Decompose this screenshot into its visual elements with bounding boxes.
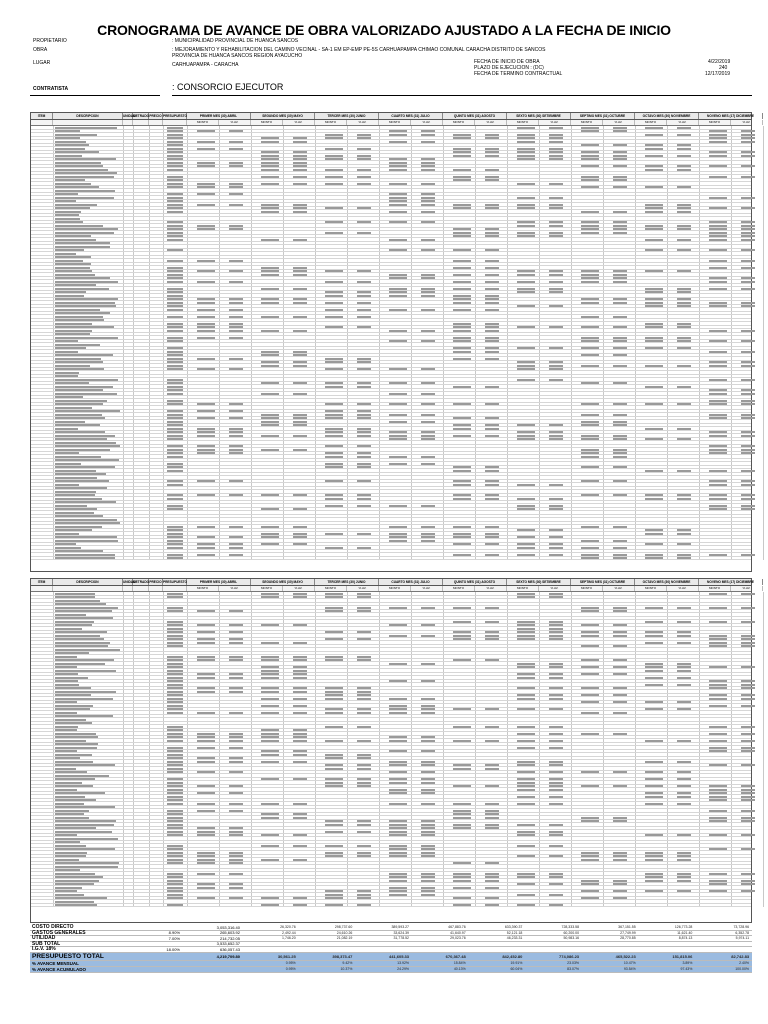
summary-month-value: 24,610.26 bbox=[336, 930, 353, 935]
summary-pct: 18.00% bbox=[166, 946, 180, 952]
summary-month-value: 21,082.19 bbox=[336, 936, 353, 941]
summary-month-value: 8,874.13 bbox=[678, 936, 693, 941]
schedule-table-page-1 bbox=[30, 112, 752, 572]
column-header: PRIMER MES (30) ABRIL bbox=[187, 579, 251, 585]
column-header: UNIDAD bbox=[123, 114, 136, 118]
column-header: PRECIO bbox=[149, 580, 162, 584]
column-header: CUARTO MES (31) JULIO bbox=[379, 579, 443, 585]
summary-month-value: 19.91% bbox=[510, 961, 523, 965]
table-rows bbox=[31, 592, 751, 907]
subheader-monto: MONTO bbox=[635, 120, 667, 125]
subheader-pct: % AV. bbox=[219, 120, 251, 125]
summary-month-value: 30,561.25 bbox=[277, 953, 296, 959]
column-header: DESCRIPCION bbox=[53, 579, 123, 585]
propietario-label: PROPIETARIO bbox=[33, 38, 67, 44]
summary-month-value: 670,367.48 bbox=[445, 953, 466, 959]
summary-month-value: 728,333.58 bbox=[561, 925, 580, 930]
column-header: METRADO bbox=[133, 580, 150, 584]
subheader-cell bbox=[31, 120, 53, 125]
subheader-pct: % AV. bbox=[603, 120, 635, 125]
subheader-pct: % AV. bbox=[411, 586, 443, 591]
schedule-table-page-2 bbox=[30, 578, 752, 923]
summary-month-value: 1,746.20 bbox=[282, 936, 296, 941]
summary-label: UTILIDAD bbox=[32, 935, 56, 942]
summary-row bbox=[30, 967, 752, 973]
column-header: PRIMER MES (30) ABRIL bbox=[187, 113, 251, 119]
grid-line bbox=[763, 126, 764, 560]
summary-month-value: 60,200.00 bbox=[563, 930, 580, 935]
summary-label: COSTO DIRECTO bbox=[32, 924, 74, 931]
subheader-cell bbox=[31, 586, 53, 591]
summary-month-value: 633,390.37 bbox=[504, 925, 523, 930]
summary-month-value: 29,023.76 bbox=[450, 936, 466, 941]
summary-month-value: 6,352.78 bbox=[735, 930, 750, 935]
subheader-monto: MONTO bbox=[507, 120, 539, 125]
subheader-pct: % AV. bbox=[283, 586, 315, 591]
summary-month-value: 11,621.40 bbox=[677, 930, 693, 935]
summary-month-value: 5,974.11 bbox=[735, 936, 750, 941]
subheader-pct: % AV. bbox=[347, 586, 379, 591]
table-header bbox=[31, 113, 754, 120]
subheader-cell bbox=[163, 120, 187, 125]
column-header: SEGUNDO MES (30) MAYO bbox=[251, 579, 315, 585]
summary-month-value: 60.04% bbox=[510, 967, 523, 971]
subheader-monto: MONTO bbox=[379, 120, 411, 125]
table-header bbox=[31, 579, 754, 586]
summary-month-value: 398,373.47 bbox=[332, 953, 353, 959]
column-header: CUARTO MES (31) JULIO bbox=[379, 113, 443, 119]
subheader-monto: MONTO bbox=[635, 586, 667, 591]
summary-month-value: 31,778.52 bbox=[393, 936, 410, 941]
column-header: NOVENO MES (17) DICIEMBRE bbox=[699, 579, 763, 585]
budget-summary bbox=[30, 925, 752, 973]
subheader-monto: MONTO bbox=[315, 120, 347, 125]
summary-month-value: 15.84% bbox=[453, 961, 466, 965]
summary-month-value: 73,728.96 bbox=[733, 925, 750, 930]
column-header: UNIDAD bbox=[123, 580, 136, 584]
summary-month-value: 842,452.80 bbox=[502, 953, 523, 959]
summary-month-value: 41,640.97 bbox=[450, 930, 466, 935]
summary-month-value: 52,121.18 bbox=[506, 930, 523, 935]
subheader-cell bbox=[163, 586, 187, 591]
fecha-termino-label: FECHA DE TERMINO CONTRACTUAL bbox=[474, 71, 563, 77]
summary-label: GASTOS GENERALES bbox=[32, 929, 86, 936]
subheader-monto: MONTO bbox=[699, 586, 731, 591]
subheader-cell bbox=[149, 586, 163, 591]
column-header: TERCER MES (30) JUNIO bbox=[315, 579, 379, 585]
summary-month-value: 3.89% bbox=[682, 961, 693, 965]
subheader-cell bbox=[53, 586, 123, 591]
subheader-pct: % AV. bbox=[219, 586, 251, 591]
column-header: DESCRIPCION bbox=[53, 113, 123, 119]
subheader-monto: MONTO bbox=[187, 586, 219, 591]
summary-total: 3,053,316.40 bbox=[216, 924, 240, 930]
summary-month-value: 298,737.60 bbox=[334, 925, 353, 930]
column-header: PRESUPUESTO bbox=[163, 114, 188, 118]
summary-month-value: 27,749.99 bbox=[620, 930, 636, 935]
column-header: QUINTO MES (31) AGOSTO bbox=[443, 579, 507, 585]
subheader-monto: MONTO bbox=[571, 120, 603, 125]
subheader-pct: % AV. bbox=[539, 120, 571, 125]
column-header: ITEM bbox=[31, 113, 53, 119]
summary-month-value: 97.43% bbox=[680, 967, 693, 971]
subheader-monto: MONTO bbox=[251, 120, 283, 125]
summary-month-value: 93.54% bbox=[623, 967, 636, 971]
subheader-pct: % AV. bbox=[283, 120, 315, 125]
summary-month-value: 9.42% bbox=[342, 961, 353, 965]
column-header: PRESUPUESTO bbox=[163, 580, 188, 584]
column-header: QUINTO MES (31) AGOSTO bbox=[443, 113, 507, 119]
plazo-label: PLAZO DE EJECUCION : (DC) bbox=[474, 65, 544, 71]
table-rows bbox=[31, 126, 751, 560]
subheader-cell bbox=[123, 120, 133, 125]
summary-label: % AVANCE ACUMULADO bbox=[32, 966, 86, 972]
subheader-cell bbox=[149, 120, 163, 125]
summary-month-value: 83.07% bbox=[567, 967, 580, 971]
column-header: METRADO bbox=[133, 114, 150, 118]
summary-total: 4,219,709.80 bbox=[216, 953, 240, 959]
lugar-label: LUGAR bbox=[33, 60, 51, 66]
subheader-cell bbox=[133, 120, 149, 125]
summary-month-value: 0.95% bbox=[285, 961, 296, 965]
summary-month-value: 33,624.39 bbox=[393, 930, 410, 935]
summary-month-value: 151,815.06 bbox=[672, 953, 693, 959]
obra-value: : MEJORAMIENTO Y REHABILITACION DEL CAMINO VECINAL - SA-1 EM EP-EMP PE-5S CARHUAPAMPA CHIMAO COMUNAL CARACHA DISTRITO DE SANCOS PROVINCIA DE HUANCA SANCOS REGION AYACUCHO bbox=[172, 47, 546, 59]
subheader-monto: MONTO bbox=[315, 586, 347, 591]
summary-month-value: 100.00% bbox=[735, 967, 750, 971]
subheader-cell bbox=[53, 120, 123, 125]
contratista-label: CONTRATISTA bbox=[33, 86, 69, 92]
grid-line bbox=[763, 592, 764, 907]
column-header: OCTAVO MES (30) NOVIEMBRE bbox=[635, 579, 699, 585]
summary-month-value: 465,522.23 bbox=[615, 953, 636, 959]
summary-pct: 8.90% bbox=[168, 930, 180, 936]
subheader-cell bbox=[123, 586, 133, 591]
subheader-monto: MONTO bbox=[571, 586, 603, 591]
summary-label: SUB TOTAL bbox=[32, 940, 61, 947]
subheader-monto: MONTO bbox=[443, 120, 475, 125]
summary-total: 214,732.05 bbox=[219, 935, 240, 941]
subheader-pct: % AV. bbox=[603, 586, 635, 591]
subheader-monto: MONTO bbox=[699, 120, 731, 125]
fecha-inicio-label: FECHA DE INICIO DE OBRA bbox=[474, 59, 540, 65]
column-header: OCTAVO MES (30) NOVIEMBRE bbox=[635, 113, 699, 119]
subheader-pct: % AV. bbox=[411, 120, 443, 125]
summary-month-value: 10.37% bbox=[340, 967, 353, 971]
summary-month-value: 0.95% bbox=[285, 967, 296, 971]
subheader-monto: MONTO bbox=[507, 586, 539, 591]
divider bbox=[30, 95, 160, 96]
table-row bbox=[31, 557, 751, 561]
subheader-pct: % AV. bbox=[539, 586, 571, 591]
summary-month-value: 467,883.76 bbox=[448, 925, 466, 930]
summary-month-value: 2.40% bbox=[739, 961, 750, 965]
column-header: SEGUNDO MES (30) MAYO bbox=[251, 113, 315, 119]
subheader-monto: MONTO bbox=[443, 586, 475, 591]
summary-total: 636,057.43 bbox=[219, 946, 240, 952]
table-row bbox=[31, 904, 751, 908]
summary-row bbox=[30, 953, 752, 961]
column-header: SEXTO MES (30) SETIEMBRE bbox=[507, 579, 571, 585]
summary-month-value: 10.47% bbox=[623, 961, 636, 965]
summary-total: 3,533,652.37 bbox=[216, 941, 240, 947]
subheader-monto: MONTO bbox=[379, 586, 411, 591]
page-title: CRONOGRAMA DE AVANCE DE OBRA VALORIZADO AJUSTADO A LA FECHA DE INICIO bbox=[97, 22, 671, 38]
summary-month-value: 23.03% bbox=[567, 961, 580, 965]
subheader-pct: % AV. bbox=[731, 120, 763, 125]
summary-month-value: 774,086.23 bbox=[559, 953, 580, 959]
obra-label: OBRA bbox=[33, 47, 48, 53]
summary-month-value: 2,492.44 bbox=[282, 930, 296, 935]
propietario-value: : MUNICIPALIDAD PROVINCIAL DE HUANCA SANCOS bbox=[172, 38, 299, 44]
column-header: PRECIO bbox=[149, 114, 162, 118]
column-header: ITEM bbox=[31, 579, 53, 585]
fecha-inicio-value: 4/22/2019 bbox=[708, 59, 731, 65]
summary-month-value: 26,320.76 bbox=[280, 925, 296, 930]
summary-total: 265,603.92 bbox=[219, 930, 240, 936]
subheader-pct: % AV. bbox=[475, 586, 507, 591]
subheader-pct: % AV. bbox=[667, 120, 699, 125]
divider bbox=[172, 95, 752, 96]
column-header: SEPTIMO MES (31) OCTUBRE bbox=[571, 113, 635, 119]
subheader-pct: % AV. bbox=[731, 586, 763, 591]
lugar-value: CARHUAPAMPA - CARACHA bbox=[172, 62, 239, 68]
subheader-pct: % AV. bbox=[667, 586, 699, 591]
column-header: SEXTO MES (30) SETIEMBRE bbox=[507, 113, 571, 119]
contratista-value: : CONSORCIO EJECUTOR bbox=[172, 82, 284, 92]
summary-month-value: 46,233.31 bbox=[506, 936, 523, 941]
summary-month-value: 441,605.33 bbox=[388, 953, 410, 959]
summary-month-value: 126,773.28 bbox=[674, 925, 693, 930]
plazo-value: 240 bbox=[719, 65, 728, 71]
subheader-pct: % AV. bbox=[475, 120, 507, 125]
summary-month-value: 50,983.16 bbox=[563, 936, 580, 941]
summary-month-value: 40.13% bbox=[453, 967, 466, 971]
column-header: NOVENO MES (17) DICIEMBRE bbox=[699, 113, 763, 119]
subheader-pct: % AV. bbox=[347, 120, 379, 125]
fecha-termino-value: 12/17/2019 bbox=[705, 71, 731, 77]
summary-label: I.G.V. 18% bbox=[32, 946, 56, 953]
summary-month-value: 389,593.27 bbox=[391, 925, 410, 930]
summary-month-value: 82,742.83 bbox=[731, 953, 750, 959]
summary-pct: 7.00% bbox=[168, 935, 180, 941]
column-header: SEPTIMO MES (31) OCTUBRE bbox=[571, 579, 635, 585]
summary-month-value: 13.92% bbox=[397, 961, 410, 965]
column-header: TERCER MES (30) JUNIO bbox=[315, 113, 379, 119]
subheader-cell bbox=[133, 586, 149, 591]
summary-month-value: 28,770.85 bbox=[620, 936, 636, 941]
summary-label: % AVANCE MENSUAL bbox=[32, 960, 79, 966]
summary-month-value: 24.29% bbox=[397, 967, 410, 971]
subheader-monto: MONTO bbox=[251, 586, 283, 591]
summary-month-value: 367,151.55 bbox=[618, 925, 636, 930]
subheader-monto: MONTO bbox=[187, 120, 219, 125]
summary-label: PRESUPUESTO TOTAL bbox=[32, 952, 104, 960]
